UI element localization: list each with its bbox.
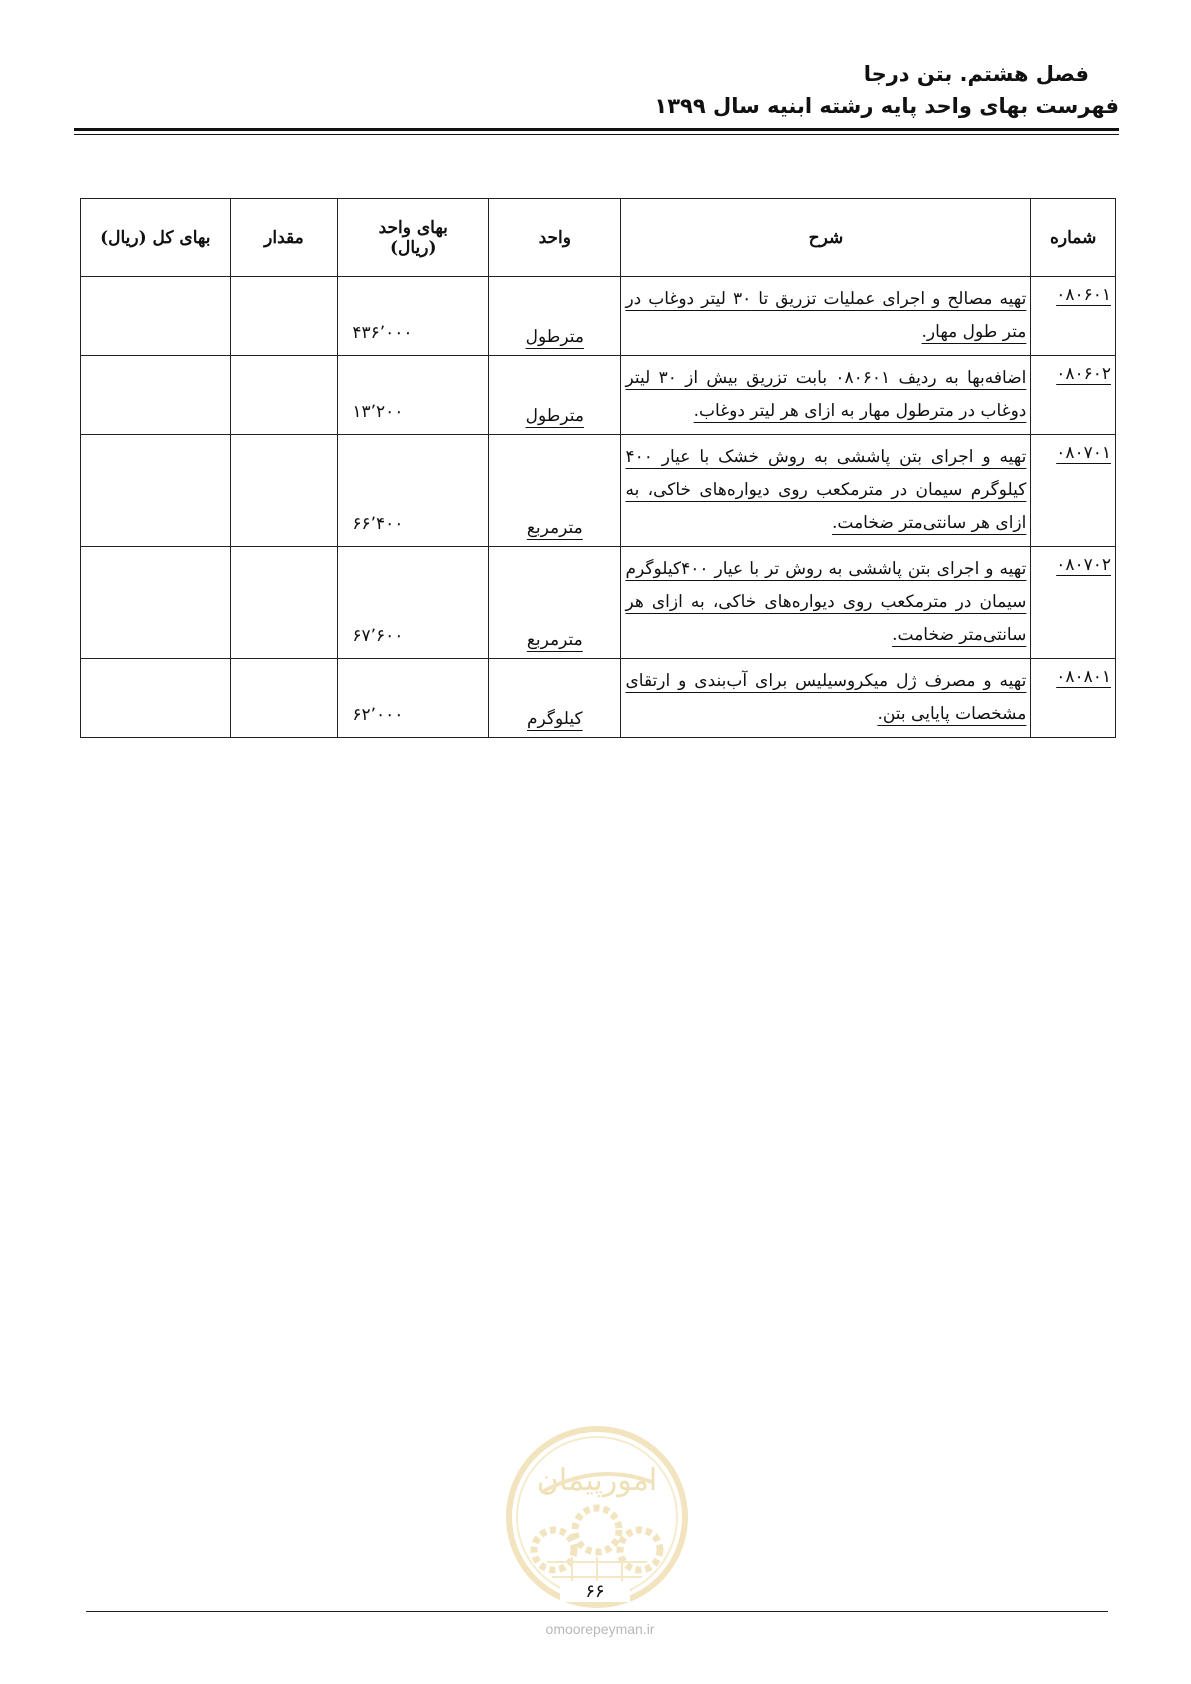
watermark-wordmark: امورپیمان [536,1463,658,1498]
table-row [81,547,1116,659]
price-list-table [80,198,1116,738]
item-quantity [230,659,338,738]
header-number: شماره [1031,199,1116,277]
header-unit-price [338,199,489,277]
item-quantity [230,547,338,659]
header-unit-price-label: بهای واحد [378,217,448,238]
footer-rule [86,1611,1108,1612]
item-unit-cell [489,435,621,547]
item-description: تهیه و اجرای بتن پاششی به روش خشک با عیار ۴۰۰ کیلوگرم سیمان در مترمکعب روی دیواره‌های خاکی، به ازای هر سانتی‌متر ضخامت. [625,447,1027,533]
item-unit-cell [489,277,621,356]
item-unit-cell [489,547,621,659]
table-row [81,277,1116,356]
item-number-cell [1031,277,1116,356]
item-description: تهیه و مصرف ژل میکروسیلیس برای آب‌بندی و ارتقای مشخصات پایایی بتن. [625,671,1027,724]
item-quantity [230,277,338,356]
item-number-cell [1031,547,1116,659]
item-total [81,356,231,435]
header-total: بهای کل (ریال) [81,199,231,277]
header-quantity: مقدار [230,199,338,277]
item-number: ۰۸۰۶۰۲ [1056,364,1111,384]
item-number: ۰۸۰۶۰۱ [1056,285,1111,305]
header-rule-thin [74,134,1119,135]
item-unit: مترطول [525,327,584,347]
page-number: ۶۶ [560,1581,630,1602]
item-number: ۰۸۰۷۰۲ [1056,555,1111,575]
item-unit-price: ۶۷٬۶۰۰ [338,547,489,659]
chapter-title: فصل هشتم. بتن درجا [863,62,1089,86]
header-rule-thick [74,128,1119,131]
item-description-cell [621,547,1031,659]
table-header-row [81,199,1116,277]
item-description-cell [621,277,1031,356]
item-unit-cell [489,356,621,435]
item-description-cell [621,356,1031,435]
item-description-cell [621,659,1031,738]
item-number-cell [1031,659,1116,738]
item-unit-price: ۱۳٬۲۰۰ [338,356,489,435]
item-unit-cell [489,659,621,738]
item-unit: مترطول [525,406,584,426]
watermark-url: omoorepeyman.ir [545,1621,655,1637]
page-header [74,58,1119,122]
item-description: تهیه مصالح و اجرای عملیات تزریق تا ۳۰ لیتر دوغاب در متر طول مهار. [625,289,1027,342]
item-total [81,277,231,356]
item-description: اضافه‌بها به ردیف ۰۸۰۶۰۱ بابت تزریق بیش از ۳۰ لیتر دوغاب در مترطول مهار به ازای هر لیتر دوغاب. [625,368,1027,421]
item-number: ۰۸۰۸۰۱ [1056,667,1111,687]
item-unit: کیلوگرم [526,709,583,729]
item-unit-price: ۴۳۶٬۰۰۰ [338,277,489,356]
document-subtitle: فهرست بهای واحد پایه رشته ابنیه سال ۱۳۹۹ [654,94,1119,118]
item-unit: مترمربع [526,518,583,538]
item-description-cell [621,435,1031,547]
header-unit: واحد [489,199,621,277]
item-number: ۰۸۰۷۰۱ [1056,443,1111,463]
table-row [81,356,1116,435]
item-number-cell [1031,435,1116,547]
item-total [81,659,231,738]
item-quantity [230,356,338,435]
table-row [81,659,1116,738]
item-description: تهیه و اجرای بتن پاششی به روش تر با عیار ۴۰۰کیلوگرم سیمان در مترمکعب روی دیواره‌های خاکی، به ازای هر سانتی‌متر ضخامت. [625,559,1027,645]
item-total [81,547,231,659]
item-unit-price: ۶۲٬۰۰۰ [338,659,489,738]
item-total [81,435,231,547]
header-unit-price-currency: (ریال) [389,237,437,258]
item-number-cell [1031,356,1116,435]
item-unit-price: ۶۶٬۴۰۰ [338,435,489,547]
header-description: شرح [621,199,1031,277]
table-row [81,435,1116,547]
item-unit: مترمربع [526,630,583,650]
item-quantity [230,435,338,547]
